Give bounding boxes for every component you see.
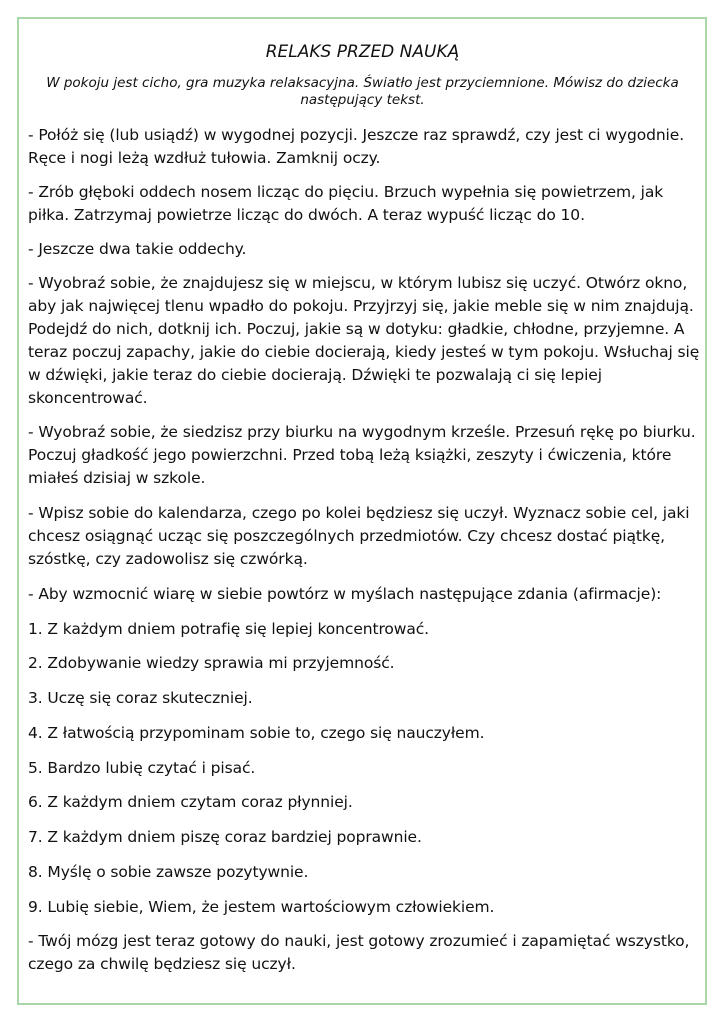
list-item-affirmation-7: 7. Z każdym dniem piszę coraz bardziej poprawnie. [28,828,422,846]
paragraph-imagine-room: - Wyobraź sobie, że znajdujesz się w miejscu, w którym lubisz się uczyć. Otwórz okno, aby jak najwięcej tlenu wpadło do pokoju. Przyjrzyj się, jakie meble się w nim znajdują. Podejdź do nich, dotknij ich. Poczuj, jakie są w dotyku: gładkie, chłodne, przyjemne. A teraz poczuj zapachy, jakie do ciebie docierają, kiedy jesteś w tym pokoju. Wsłuchaj się w dźwięki, jakie teraz do ciebie docierają. Dźwięki te pozwalają ci się lepiej skoncentrować. [28,274,700,407]
intro-text: W pokoju jest cicho, gra muzyka relaksacyjna. Światło jest przyciemnione. Mówisz do dziecka następujący tekst. [46,75,679,108]
list-item-affirmation-6: 6. Z każdym dniem czytam coraz płynniej. [28,793,353,811]
list-item-affirmation-3: 3. Uczę się coraz skuteczniej. [28,689,253,707]
paragraph-ready: - Twój mózg jest teraz gotowy do nauki, jest gotowy zrozumieć i zapamiętać wszystko, czego za chwilę będziesz się uczył. [28,932,690,973]
paragraph-breathing: - Zrób głęboki oddech nosem licząc do pięciu. Brzuch wypełnia się powietrzem, jak piłka. Zatrzymaj powietrze licząc do dwóch. A teraz wypuść licząc do 10. [28,183,664,224]
paragraph-position: - Połóż się (lub usiądź) w wygodnej pozycji. Jeszcze raz sprawdź, czy jest ci wygodnie. Ręce i nogi leżą wzdłuż tułowia. Zamknij oczy. [28,126,685,167]
list-item-affirmation-4: 4. Z łatwością przypominam sobie to, czego się nauczyłem. [28,724,485,742]
page-title: RELAKS PRZED NAUKĄ [265,42,460,62]
list-item-affirmation-2: 2. Zdobywanie wiedzy sprawia mi przyjemność. [28,654,395,672]
paragraph-calendar: - Wpisz sobie do kalendarza, czego po kolei będziesz się uczył. Wyznacz sobie cel, jaki chcesz osiągnąć ucząc się poszczególnych przedmiotów. Czy chcesz dostać piątkę, szóstkę, czy zadowolisz się czwórką. [28,504,690,568]
paragraph-imagine-desk: - Wyobraź sobie, że siedzisz przy biurku na wygodnym krześle. Przesuń rękę po biurku. Poczuj gładkość jego powierzchni. Przed tobą leżą książki, zeszyty i ćwiczenia, które miałeś dzisiaj w szkole. [28,423,696,487]
list-item-affirmation-9: 9. Lubię siebie, Wiem, że jestem wartościowym człowiekiem. [28,898,495,916]
list-item-affirmation-8: 8. Myślę o sobie zawsze pozytywnie. [28,863,309,881]
paragraph-affirmations-intro: - Aby wzmocnić wiarę w siebie powtórz w myślach następujące zdania (afirmacje): [28,585,662,603]
list-item-affirmation-5: 5. Bardzo lubię czytać i pisać. [28,759,256,777]
list-item-affirmation-1: 1. Z każdym dniem potrafię się lepiej koncentrować. [28,620,429,638]
paragraph-more-breaths: - Jeszcze dwa takie oddechy. [28,240,247,258]
